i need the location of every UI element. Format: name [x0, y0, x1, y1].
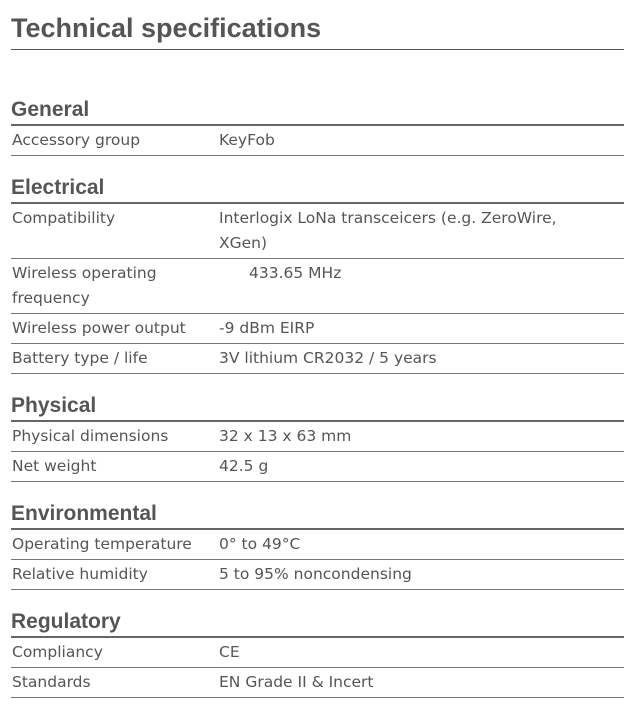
spec-value: CE	[219, 643, 240, 661]
page-title: Technical specifications	[11, 0, 624, 50]
spec-row	[11, 560, 624, 590]
spec-label: Compatibility	[12, 209, 116, 227]
spec-row	[11, 452, 624, 482]
section-physical	[11, 390, 624, 482]
spec-label: Operating temperature	[12, 535, 192, 553]
spec-value: 3V lithium CR2032 / 5 years	[219, 349, 437, 367]
spec-row	[11, 638, 624, 668]
spec-row	[11, 314, 624, 344]
spec-label: Wireless operating frequency	[12, 264, 157, 307]
spec-label: Net weight	[12, 457, 97, 475]
spec-value: 0° to 49°C	[219, 535, 301, 553]
spec-row	[11, 530, 624, 560]
spec-document	[11, 0, 624, 698]
section-environmental	[11, 498, 624, 590]
spec-row	[11, 204, 624, 259]
spec-label: Compliancy	[12, 643, 103, 661]
spec-label: Standards	[12, 673, 91, 691]
spec-label: Battery type / life	[12, 349, 148, 367]
spec-value: 42.5 g	[219, 457, 269, 475]
spec-row	[11, 259, 624, 314]
section-heading: Physical	[11, 390, 624, 422]
spec-value: Interlogix LoNa transceicers (e.g. ZeroWire, XGen)	[219, 209, 557, 252]
spec-label: Physical dimensions	[12, 427, 169, 445]
spec-row	[11, 668, 624, 698]
spec-value: 433.65 MHz	[249, 264, 342, 282]
spec-value: 32 x 13 x 63 mm	[219, 427, 352, 445]
section-general	[11, 94, 624, 156]
section-regulatory	[11, 606, 624, 698]
section-electrical	[11, 172, 624, 374]
spec-label: Wireless power output	[12, 319, 186, 337]
spec-row	[11, 344, 624, 374]
spec-row	[11, 126, 624, 156]
section-heading: Electrical	[11, 172, 624, 204]
spec-row	[11, 422, 624, 452]
spec-label: Relative humidity	[12, 565, 148, 583]
spec-value: EN Grade II & Incert	[219, 673, 374, 691]
spec-label: Accessory group	[12, 131, 141, 149]
section-heading: Regulatory	[11, 606, 624, 638]
section-heading: General	[11, 94, 624, 126]
spec-value: -9 dBm EIRP	[219, 319, 315, 337]
spec-value: 5 to 95% noncondensing	[219, 565, 412, 583]
section-heading: Environmental	[11, 498, 624, 530]
spec-value: KeyFob	[219, 131, 275, 149]
